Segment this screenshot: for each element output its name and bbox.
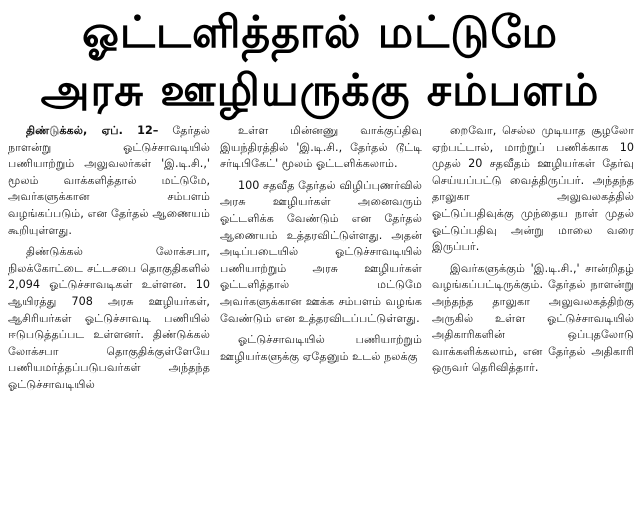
paragraph: தேர்தல் நாளன்று ஓட்டுச்சாவடியில் பணியாற்றும் அலுவலர்கள் 'இ.டி.சி.,' மூலம் வாக்களித்தால் மட்டுமே, அவர்களுக்கான சம்பளம் வழங்கப்படும், என தேர்தல் ஆணையம் கூறியுள்ளது. [8, 124, 210, 237]
headline-line-2: அரசு ஊழியருக்கு சம்பளம் [40, 65, 600, 116]
dateline-paragraph [8, 123, 210, 239]
paragraph: றைவோ, செல்ல முடியாத சூழலோ ஏற்பட்டால், மாற்றுப் பணிக்காக 10 முதல் 20 சதவீதம் ஊழியர்கள் தேர்வு செய்யப்பட்டு வைத்திருப்பர். அந்தந்த தாலுகா அலுவலகத்தில் ஓட்டுப்பதிவுக்கு முந்தைய நாள் முதல் ஓட்டுப்பதிவு அன்று மாலை வரை இருப்பர். [432, 124, 634, 254]
article-body [8, 123, 634, 527]
paragraph: உள்ள மின்னணு வாக்குப்திவு இயந்திரத்தில் 'இ.டி.சி., தேர்தல் டூட்டி சர்டிபிகேட்' மூலம் ஓட்டளிக்கலாம். [220, 124, 422, 171]
article-column-2 [220, 123, 422, 527]
article-column-3 [432, 123, 634, 527]
paragraph: இவர்களுக்கும் 'இ.டி.சி.,' சான்றிதழ் வழங்கப்பட்டிருக்கும். தேர்தல் நாளன்று அந்தந்த தாலுகா அலுவலகத்திற்கு அருகில் உள்ள ஓட்டுச்சாவடியில் அதிகாரிகளின் ஒப்புதலோடு வாக்களிக்கலாம், என தேர்தல் அதிகாரி ஒருவர் தெரிவித்தார். [432, 261, 634, 375]
paragraph: 100 சதவீத தேர்தல் விழிப்புணர்வில் அரசு ஊழியர்கள் அனைவரும் ஓட்டளிக்க வேண்டும் என தேர்தல் ஆணையம் உத்தரவிட்டுள்ளது. அதன் அடிப்படையில் ஓட்டுச்சாவடியில் பணியாற்றும் அரசு ஊழியர்கள் ஓட்டளித்தால் மட்டுமே அவர்களுக்கான ஊக்க சம்பளம் வழங்க வேண்டும் என உத்தரவிடப்பட்டுள்ளது. [220, 178, 422, 325]
paragraph: ஓட்டுச்சாவடியில் பணியாற்றும் ஊழியர்களுக்கு ஏதேனும் உடல் நலக்கு [220, 333, 422, 363]
dateline: திண்டுக்கல், ஏப். 12– [26, 124, 159, 137]
article-column-1 [8, 123, 210, 527]
headline-line-1: ஓட்டளித்தால் மட்டுமே [81, 7, 559, 58]
paragraph: திண்டுக்கல் லோக்சபா, நிலக்கோட்டை சட்டசபை தொகுதிகளில் 2,094 ஓட்டுச்சாவடிகள் உள்ளன. 10 ஆயிரத்து 708 அரசு ஊழியர்கள், ஆசிரியர்கள் ஓட்டுச்சாவடி பணியில் ஈடுபடுத்தப்பட உள்ளனர். திண்டுக்கல் லோக்சபா தொகுதிக்குள்ளேயே பணியமர்த்தப்படுபவர்கள் அந்தந்த ஓட்டுச்சாவடியில் [8, 245, 210, 391]
